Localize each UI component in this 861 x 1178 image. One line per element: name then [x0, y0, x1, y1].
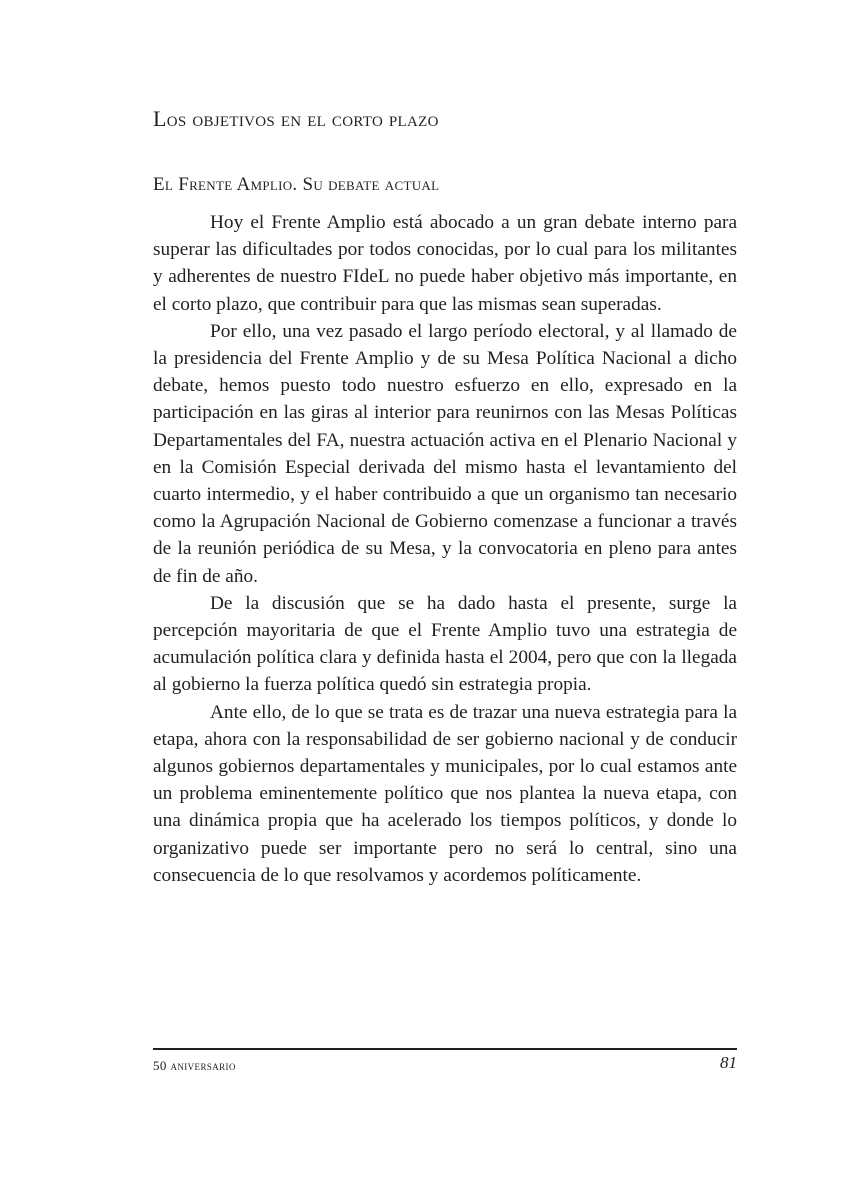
paragraph: De la discusión que se ha dado hasta el presente, surge la percepción mayoritaria de que el Frente Amplio tuvo una estrategia de acumulación política clara y definida hasta el 2004, pero que con la llegada al gobierno la fuerza política quedó sin estrategia propia.: [153, 592, 737, 696]
paragraph: Por ello, una vez pasado el largo período electoral, y al llamado de la presidencia del Frente Amplio y de su Mesa Política Nacional a dicho debate, hemos puesto todo nuestro esfuerzo en ello, expresado en la participación en las giras al interior para reunirnos con las Mesas Políticas Departamentales del FA, nuestra actuación activa en el Plenario Nacional y en la Comisión Especial derivada del mismo hasta el levantamiento del cuarto intermedio, y el haber contribuido a que un organismo tan necesario como la Agrupación Nacional de Gobierno comenzase a funcionar a través de la reunión periódica de su Mesa, y la convocatoria en pleno para antes de fin de año.: [153, 320, 737, 587]
chapter-title: Los objetivos en el corto plazo: [153, 106, 439, 131]
book-page: [153, 0, 737, 1178]
paragraph: Hoy el Frente Amplio está abocado a un gran debate interno para superar las dificultades por todos conocidas, por lo cual para los militantes y adherentes de nuestro FIdeL no puede haber objetivo más importante, en el corto plazo, que contribuir para que las mismas sean superadas.: [153, 212, 737, 315]
paragraph: Ante ello, de lo que se trata es de trazar una nueva estrategia para la etapa, ahora con la responsabilidad de ser gobierno nacional y de conducir algunos gobiernos departamentales y municipales, por lo cual estamos ante un problema eminentemente político que nos plantea la nueva etapa, con una dinámica propia que ha acelerado los tiempos políticos, y donde lo organizativo puede ser importante pero no será lo central, sino una consecuencia de lo que resolvamos y acordemos políticamente.: [153, 701, 737, 886]
section-title: El Frente Amplio. Su debate actual: [153, 174, 440, 195]
footer-rule: [153, 1048, 737, 1050]
footer-running-title: 50 aniversario: [153, 1058, 236, 1073]
body-text: [153, 209, 737, 889]
page-number: 81: [720, 1053, 737, 1072]
